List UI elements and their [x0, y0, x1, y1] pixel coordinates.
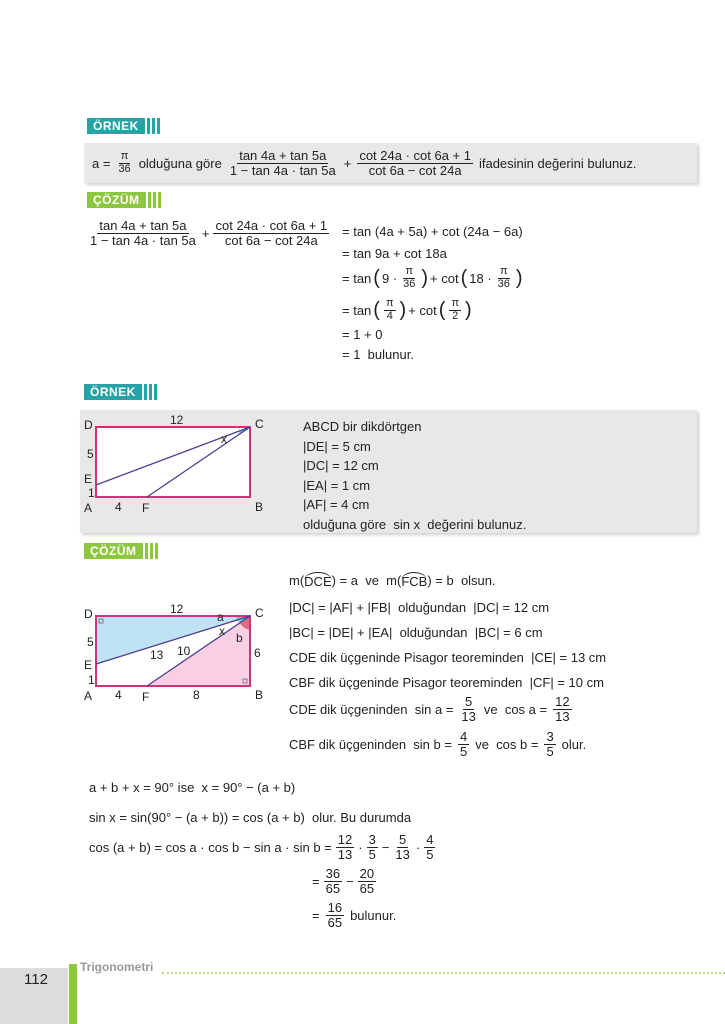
text: + cot: [408, 302, 437, 318]
denominator: 36: [118, 162, 131, 175]
badge-stripe: [154, 384, 157, 400]
numerator: 12: [555, 693, 570, 709]
solution-line: CBF dik üçgeninde Pisagor teoreminden |CF| = 10 cm: [289, 675, 604, 690]
badge-stripe: [150, 543, 153, 559]
text: olur.: [561, 736, 587, 752]
numerator: 20: [359, 865, 375, 881]
fraction: [496, 266, 512, 290]
text: a =: [92, 155, 111, 171]
text: = tan: [342, 302, 372, 318]
label-af-length: 4: [115, 500, 122, 513]
label-bc-length: 6: [254, 646, 261, 660]
angle-fcb: FCB: [401, 574, 428, 589]
solution-badge-label: ÇÖZÜM: [84, 543, 143, 559]
solution-line: [342, 263, 523, 293]
denominator: 13: [337, 846, 353, 862]
solution-line: [89, 832, 437, 862]
fraction: [326, 901, 344, 929]
solution-line: = 1 bulunur.: [342, 347, 414, 362]
text: m(: [289, 573, 305, 588]
fraction: [459, 695, 477, 723]
denominator: cot 6a − cot 24a: [224, 232, 318, 248]
numerator: 5: [465, 693, 473, 709]
solution-line: CDE dik üçgeninde Pisagor teoreminden |CE| = 13 cm: [289, 650, 607, 665]
given-line: ABCD bir dikdörtgen: [303, 419, 422, 434]
fraction: [358, 867, 376, 895]
fraction: [367, 833, 378, 861]
badge-stripe: [147, 118, 150, 134]
paren: (: [373, 299, 380, 321]
numerator: π: [385, 296, 394, 309]
denominator: 5: [546, 743, 554, 759]
text: ve cos a =: [483, 701, 548, 717]
paren: (: [438, 299, 446, 321]
numerator: 36: [325, 865, 341, 881]
text: bulunur.: [350, 907, 397, 923]
label-d: D: [84, 418, 93, 432]
label-dc-length: 12: [170, 602, 184, 616]
numerator: 4: [426, 831, 434, 847]
text: +: [343, 155, 352, 171]
label-fb-length: 8: [193, 688, 200, 702]
label-de-length: 5: [87, 447, 94, 461]
denominator: 65: [327, 914, 343, 930]
numerator: tan 4a + tan 5a: [99, 217, 187, 233]
text: cos (a + b) = cos a · cos b − sin a · sin b =: [89, 839, 332, 855]
numerator: 5: [399, 831, 407, 847]
fraction: [424, 833, 435, 861]
chapter-title: Trigonometri: [80, 960, 154, 974]
denominator: 1 − tan 4a · tan 5a: [229, 162, 336, 178]
text: −: [381, 839, 390, 855]
numerator: 4: [459, 728, 468, 744]
text: ve cos b =: [475, 736, 539, 752]
given-line: |EA| = 1 cm: [303, 477, 371, 493]
fraction: [544, 730, 555, 758]
example-1-question: [92, 145, 637, 181]
solution-line: = tan (4a + 5a) + cot (24a − 6a): [342, 224, 523, 239]
fraction: [393, 833, 411, 861]
given-line: |DC| = 12 cm: [303, 458, 379, 473]
fraction: [324, 867, 342, 895]
solution-line: = 1 + 0: [342, 327, 383, 342]
solution-line: [312, 866, 378, 896]
badge-stripe: [148, 192, 151, 208]
numerator: 3: [368, 831, 376, 847]
denominator: 13: [461, 708, 476, 724]
numerator: π: [500, 264, 508, 277]
text: CDE dik üçgeninden sin a =: [289, 701, 454, 717]
solution-line: a + b + x = 90° ise x = 90° − (a + b): [89, 780, 296, 795]
fraction: [357, 149, 473, 177]
numerator: cot 24a · cot 6a + 1: [359, 147, 471, 163]
badge-stripe: [144, 384, 147, 400]
paren: ): [515, 267, 523, 289]
denominator: 5: [368, 846, 376, 862]
text: ·: [358, 839, 363, 855]
label-e: E: [84, 472, 93, 486]
fraction: [228, 149, 338, 177]
label-e: E: [84, 658, 93, 672]
badge-stripe: [153, 192, 156, 208]
text: ·: [415, 839, 421, 855]
numerator: π: [120, 149, 129, 162]
numerator: cot 24a · cot 6a + 1: [215, 217, 328, 233]
fraction: [384, 298, 396, 322]
solution-line: [289, 729, 586, 759]
text: = tan: [342, 270, 372, 286]
fraction: [213, 219, 329, 247]
label-angle-x: x: [221, 432, 227, 446]
fraction: [458, 730, 469, 758]
text: olduğuna göre: [138, 155, 222, 171]
numerator: 12: [337, 831, 353, 847]
text: −: [346, 873, 354, 889]
badge-stripe: [152, 118, 155, 134]
label-f: F: [142, 690, 150, 702]
solution-line: [312, 900, 396, 930]
denominator: cot 6a − cot 24a: [368, 162, 462, 178]
text: +: [201, 225, 210, 241]
example-badge-label: ÖRNEK: [84, 384, 142, 400]
label-ce-length: 13: [150, 648, 164, 662]
text: 18 ·: [469, 270, 492, 286]
example-badge-label: ÖRNEK: [87, 118, 145, 134]
label-angle-a: a: [217, 610, 224, 624]
solution-1-lhs: [86, 216, 331, 250]
badge-stripe: [155, 543, 158, 559]
solution-diagram: [80, 602, 280, 702]
text: =: [312, 873, 320, 889]
text: ) = a ve m(: [331, 573, 402, 588]
denominator: 1 − tan 4a · tan 5a: [90, 232, 196, 248]
solution-line: |BC| = |DE| + |EA| olduğundan |BC| = 6 cm: [289, 625, 543, 640]
given-line: |AF| = 4 cm: [303, 497, 370, 512]
label-a: A: [84, 501, 93, 513]
denominator: 65: [325, 880, 341, 896]
paren: (: [373, 267, 380, 289]
rectangle-diagram: [80, 413, 280, 513]
label-ea-length: 1: [88, 486, 95, 500]
text: ifadesinin değerini bulunuz.: [478, 155, 637, 171]
fraction: [449, 298, 461, 322]
label-f: F: [142, 501, 150, 513]
paren: ): [465, 299, 472, 321]
fraction: [116, 151, 132, 175]
page-number-box: [0, 968, 68, 1024]
fraction: [336, 833, 354, 861]
paren: ): [399, 299, 407, 321]
given-line: olduğuna göre sin x değerini bulunuz.: [303, 516, 527, 532]
label-c: C: [255, 606, 264, 620]
denominator: 36: [497, 277, 510, 290]
solution-line: [289, 694, 574, 724]
angle-dce: DCE: [304, 574, 332, 589]
fraction: [553, 695, 571, 723]
numerator: 3: [546, 728, 554, 744]
denominator: 5: [426, 846, 434, 862]
footer-dotted-rule: [162, 972, 725, 974]
solution-line: |DC| = |AF| + |FB| olduğundan |DC| = 12 cm: [289, 600, 550, 615]
denominator: 5: [459, 743, 468, 759]
denominator: 65: [359, 880, 375, 896]
fraction: [88, 219, 198, 247]
numerator: π: [451, 296, 460, 309]
label-a: A: [84, 689, 93, 702]
denominator: 4: [386, 309, 393, 322]
label-af-length: 4: [115, 688, 122, 702]
paren: (: [460, 267, 468, 289]
denominator: 13: [395, 846, 410, 862]
solution-line: [342, 296, 472, 324]
text: =: [312, 907, 320, 923]
label-dc-length: 12: [170, 413, 184, 427]
text: CBF dik üçgeninden sin b =: [289, 736, 452, 752]
label-cf-length: 10: [177, 644, 191, 658]
badge-stripe: [157, 118, 160, 134]
label-ea-length: 1: [88, 673, 95, 687]
text: 9 ·: [381, 270, 398, 286]
page-number: 112: [24, 971, 48, 988]
example-badge: [87, 118, 160, 134]
numerator: 16: [327, 899, 343, 915]
text: ) = b olsun.: [427, 573, 496, 588]
badge-stripe: [149, 384, 152, 400]
denominator: 13: [555, 708, 570, 724]
label-angle-b: b: [236, 631, 243, 645]
numerator: tan 4a + tan 5a: [239, 147, 327, 163]
paren: ): [421, 267, 429, 289]
numerator: π: [405, 264, 414, 277]
denominator: 36: [403, 277, 416, 290]
badge-stripe: [145, 543, 148, 559]
denominator: 2: [452, 309, 459, 322]
label-de-length: 5: [87, 635, 94, 649]
text: + cot: [430, 270, 459, 286]
solution-badge: [87, 192, 161, 208]
solution-badge: [84, 543, 158, 559]
example-badge: [84, 384, 157, 400]
given-line: |DE| = 5 cm: [303, 438, 371, 454]
fraction: [401, 266, 417, 290]
solution-2-angle-def: [289, 572, 496, 589]
label-c: C: [255, 417, 264, 431]
solution-line: sin x = sin(90° − (a + b)) = cos (a + b) olur. Bu durumda: [89, 810, 412, 825]
example-2-givens: [303, 417, 526, 534]
footer-accent-bar: [69, 964, 77, 1024]
label-b: B: [255, 500, 264, 513]
label-b: B: [255, 688, 264, 702]
badge-stripe: [158, 192, 161, 208]
solution-line: = tan 9a + cot 18a: [342, 246, 447, 261]
label-angle-x: x: [219, 624, 225, 638]
label-d: D: [84, 607, 93, 621]
solution-badge-label: ÇÖZÜM: [87, 192, 146, 208]
